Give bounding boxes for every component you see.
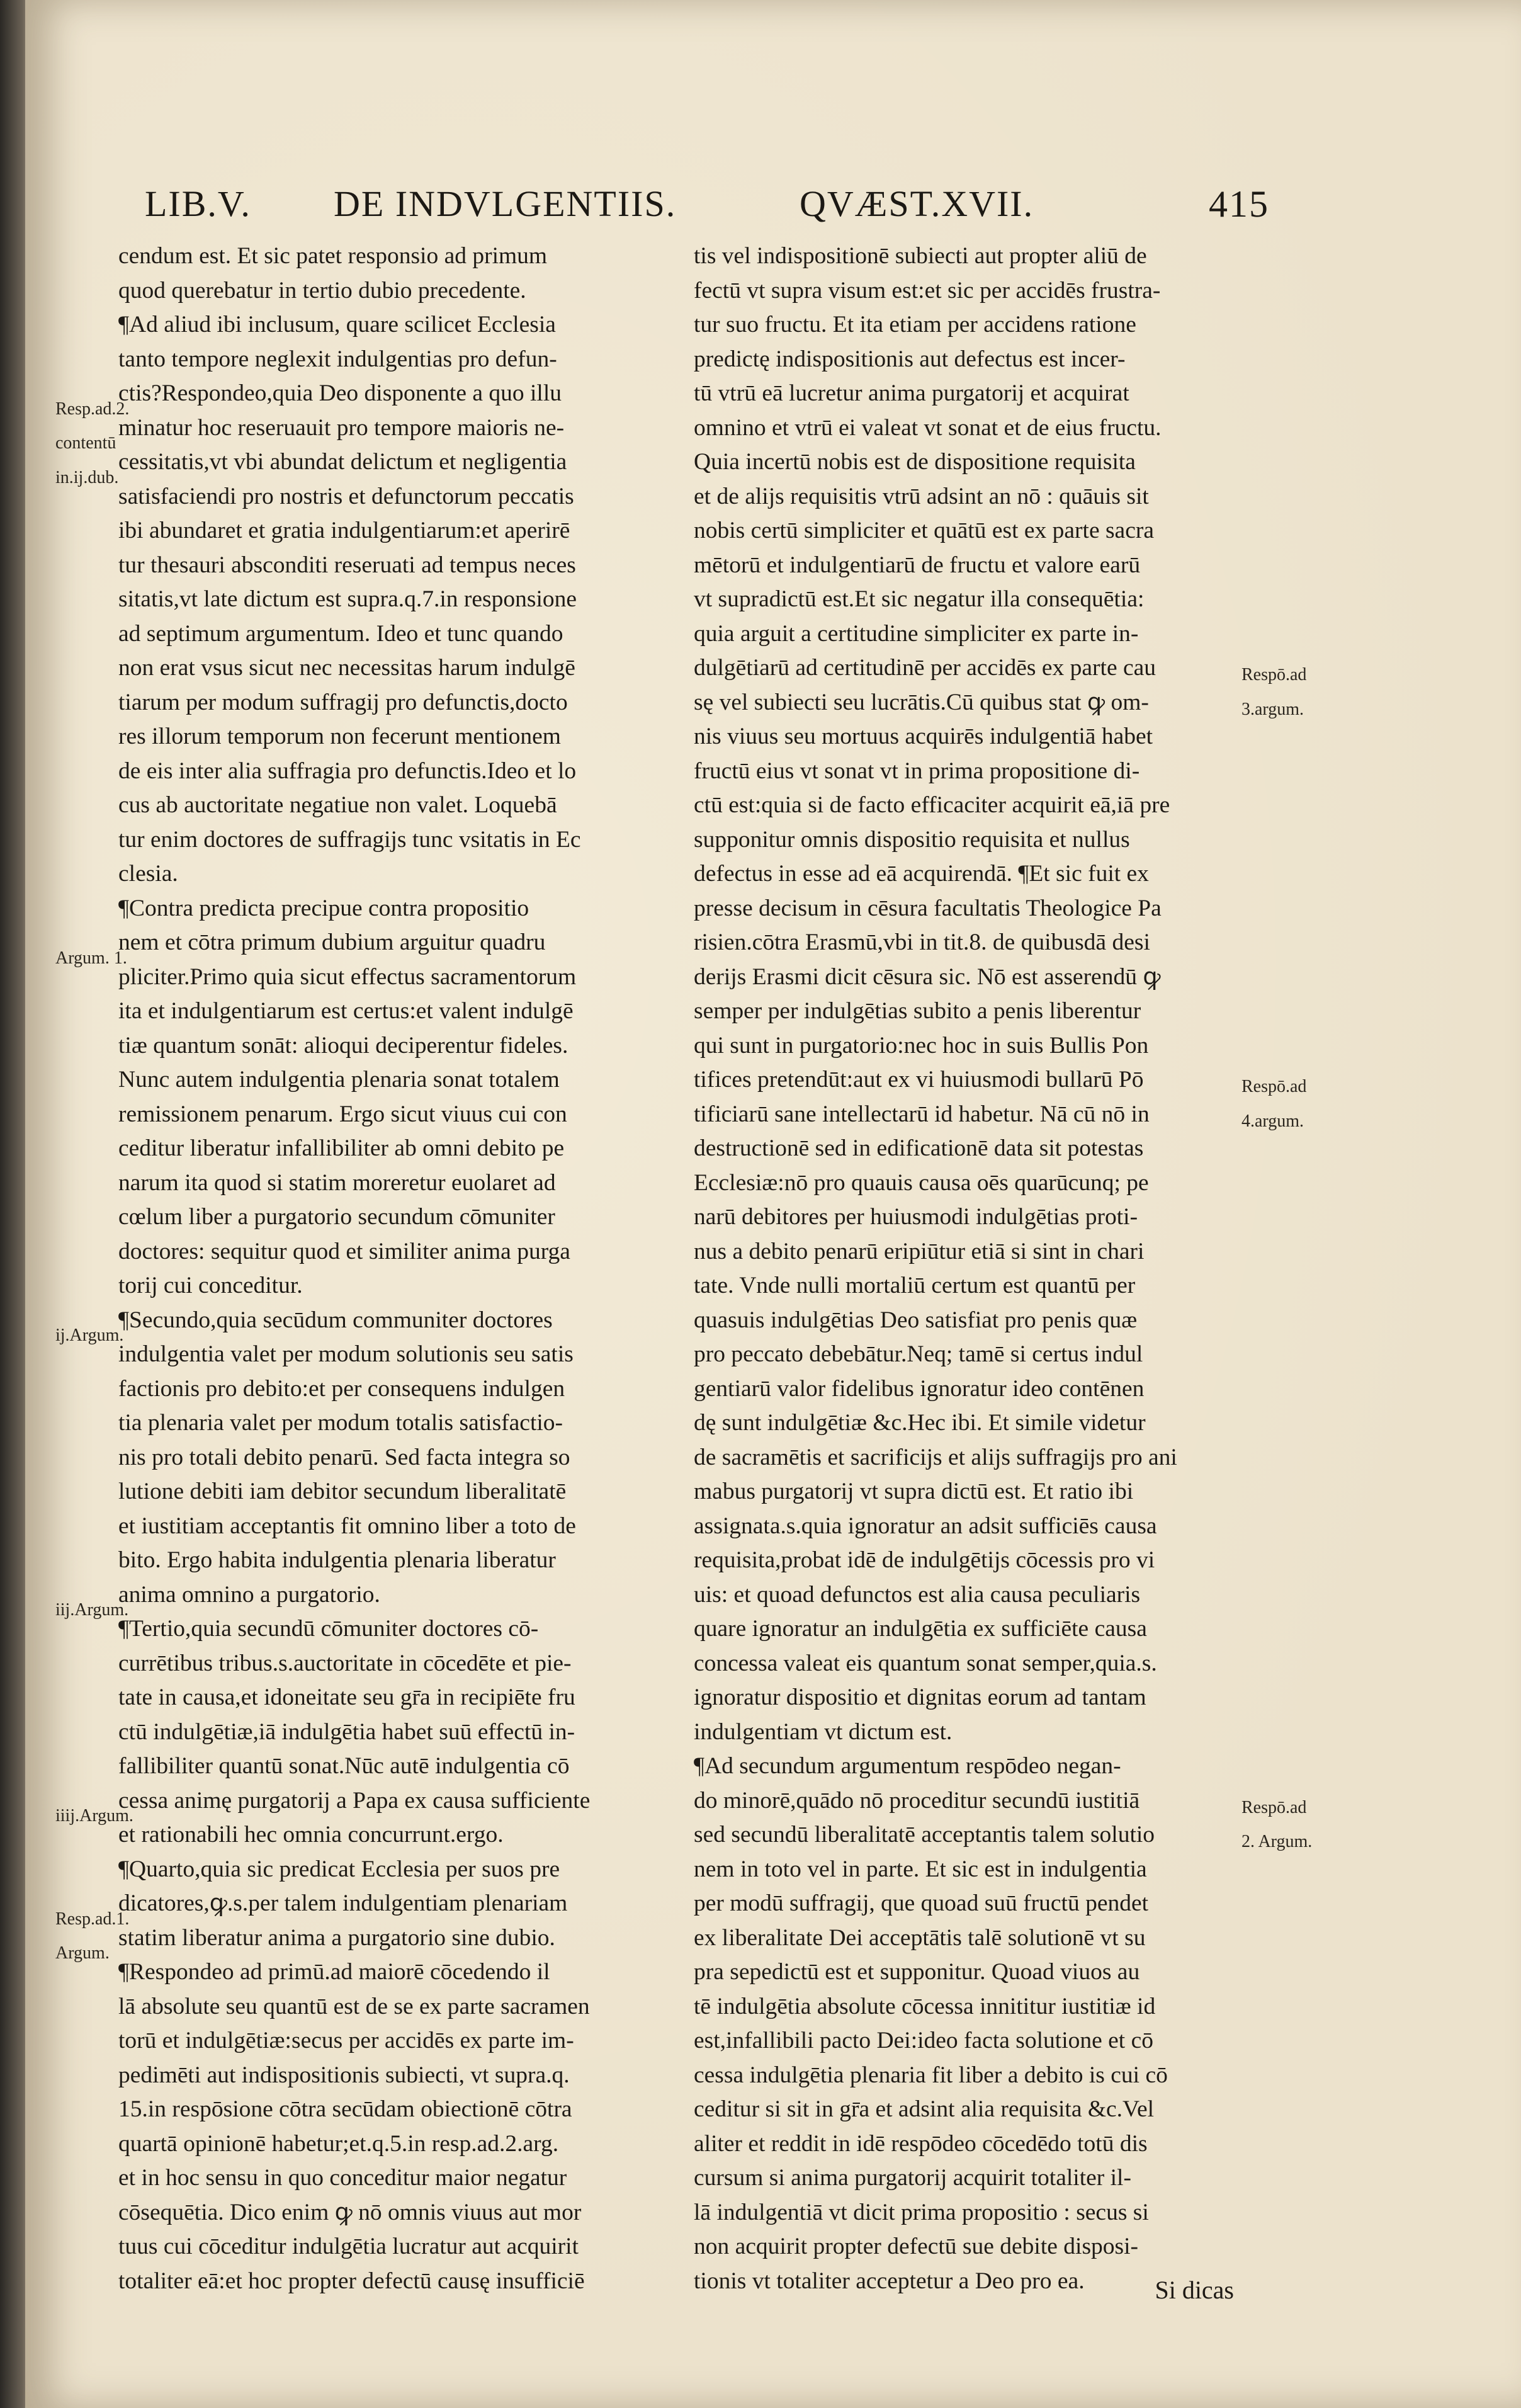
- text-line: ita et indulgentiarum est certus:et valent indulgē: [118, 998, 574, 1024]
- text-line: mabus purgatorij vt supra dictū est. Et ratio ibi: [694, 1479, 1134, 1504]
- text-line: narum ita quod si statim moreretur euolaret ad: [118, 1169, 556, 1196]
- left-text-column: [118, 239, 655, 2298]
- header-quaestio: QVÆST.XVII.: [800, 183, 1034, 224]
- margin-note: in.ij.dub.: [55, 467, 119, 487]
- text-line: res illorum temporum non fecerunt mentionem: [118, 724, 561, 749]
- text-line: per modū suffragij, que quoad suū fructū pendet: [694, 1890, 1149, 1916]
- text-line: aliter et reddit in idē respōdeo cōcedēdo totū dis: [694, 2130, 1148, 2157]
- text-line: gentiarū valor fidelibus ignoratur ideo contēnen: [694, 1375, 1145, 1402]
- text-line: cendum est. Et sic patet responsio ad primum: [118, 243, 548, 269]
- text-line: assignata.s.quia ignoratur an adsit sufficiēs causa: [694, 1513, 1157, 1539]
- header-book: LIB.V.: [145, 183, 251, 224]
- margin-note: Respō.ad: [1241, 1077, 1307, 1096]
- text-line: cursum si anima purgatorij acquirit totaliter il-: [694, 2165, 1131, 2191]
- text-line: tionis vt totaliter acceptetur a Deo pro ea.: [694, 2268, 1085, 2294]
- text-line: ¶Ad secundum argumentum respōdeo negan-: [694, 1753, 1121, 1779]
- text-line: quartā opinionē habetur;et.q.5.in resp.ad.2.arg.: [118, 2130, 559, 2157]
- margin-note: contentū: [55, 433, 116, 453]
- text-line: mētorū et indulgentiarū de fructu et valore earū: [694, 552, 1141, 578]
- text-line: ctis?Respondeo,quia Deo disponente a quo illu: [118, 380, 562, 406]
- text-line: nem in toto vel in parte. Et sic est in indulgentia: [694, 1856, 1147, 1882]
- text-line: nobis certū simpliciter et quātū est ex parte sacra: [694, 518, 1154, 543]
- text-line: semper per indulgētias subito a penis liberentur: [694, 998, 1141, 1024]
- text-line: doctores: sequitur quod et similiter anima purga: [118, 1238, 570, 1264]
- text-line: risien.cōtra Erasmū,vbi in tit.8. de quibusdā desi: [694, 929, 1150, 955]
- margin-note: Argum.: [55, 1943, 110, 1963]
- text-line: satisfaciendi pro nostris et defunctorum peccatis: [118, 483, 574, 509]
- text-line: factionis pro debito:et per consequens indulgen: [118, 1375, 565, 1402]
- text-line: Ecclesiæ:nō pro quauis causa oēs quarūcunq; pe: [694, 1169, 1149, 1196]
- text-line: tiæ quantum sonāt: alioqui deciperentur fideles.: [118, 1032, 568, 1059]
- text-line: anima omnino a purgatorio.: [118, 1581, 380, 1608]
- text-line: ad septimum argumentum. Ideo et tunc quando: [118, 620, 563, 647]
- margin-note: Resp.ad.2.: [55, 399, 130, 419]
- margin-note: 2. Argum.: [1241, 1832, 1313, 1851]
- text-line: Nunc autem indulgentia plenaria sonat totalem: [118, 1067, 560, 1093]
- text-line: nem et cōtra primum dubium arguitur quadru: [118, 929, 546, 955]
- text-line: quare ignoratur an indulgētia ex sufficiēte causa: [694, 1616, 1147, 1642]
- text-line: tiarum per modum suffragij pro defunctis,docto: [118, 689, 568, 715]
- text-line: cœlum liber a purgatorio secundum cōmuniter: [118, 1204, 555, 1230]
- margin-note: 3.argum.: [1241, 699, 1304, 719]
- text-line: ctū est:quia si de facto efficaciter acquirit eā,iā pre: [694, 792, 1170, 818]
- text-line: torij cui conceditur.: [118, 1273, 303, 1298]
- text-line: statim liberatur anima a purgatorio sine dubio.: [118, 1924, 555, 1951]
- text-line: lā indulgentiā vt dicit prima propositio : secus si: [694, 2199, 1149, 2225]
- text-line: tū vtrū eā lucretur anima purgatorij et acquirat: [694, 380, 1129, 406]
- text-line: cessa animę purgatorij a Papa ex causa sufficiente: [118, 1787, 591, 1814]
- text-line: ¶Tertio,quia secundū cōmuniter doctores cō-: [118, 1616, 539, 1642]
- text-line: de sacramētis et sacrificijs et alijs suffragijs pro ani: [694, 1444, 1177, 1470]
- text-line: derijs Erasmi dicit cēsura sic. Nō est asserendū ꝙ: [694, 963, 1161, 990]
- text-line: et iustitiam acceptantis fit omnino liber a toto de: [118, 1513, 576, 1539]
- text-line: cōsequētia. Dico enim ꝙ nō omnis viuus aut mor: [118, 2199, 582, 2225]
- header-title: DE INDVLGENTIIS.: [334, 183, 677, 224]
- text-line: fallibiliter quantū sonat.Nūc autē indulgentia cō: [118, 1753, 570, 1779]
- margin-note: Respō.ad: [1241, 1797, 1307, 1817]
- text-line: dę sunt indulgētiæ &c.Hec ibi. Et simile videtur: [694, 1410, 1146, 1436]
- margin-note: Respō.ad: [1241, 665, 1307, 684]
- text-line: vt supradictū est.Et sic negatur illa consequētia:: [694, 586, 1145, 612]
- text-line: quasuis indulgētias Deo satisfiat pro penis quæ: [694, 1307, 1138, 1333]
- text-line: non acquirit propter defectū sue debite disposi-: [694, 2234, 1139, 2259]
- text-line: cessitatis,vt vbi abundat delictum et negligentia: [118, 449, 567, 475]
- text-line: pliciter.Primo quia sicut effectus sacramentorum: [118, 963, 577, 990]
- text-line: ¶Respondeo ad primū.ad maiorē cōcedendo il: [118, 1959, 550, 1985]
- text-line: quia arguit a certitudine simpliciter ex parte in-: [694, 620, 1139, 647]
- text-line: sę vel subiecti seu lucrātis.Cū quibus stat ꝙ om-: [694, 689, 1149, 715]
- margin-note: Argum. 1.: [55, 948, 127, 968]
- catchword: Si dicas: [1155, 2276, 1234, 2304]
- text-line: quod querebatur in tertio dubio precedente.: [118, 277, 526, 304]
- text-line: destructionē sed in edificationē data sit potestas: [694, 1135, 1144, 1161]
- text-line: omnino et vtrū ei valeat vt sonat et de eius fructu.: [694, 414, 1162, 441]
- text-line: tur enim doctores de suffragijs tunc vsitatis in Ec: [118, 826, 581, 853]
- text-line: ceditur si sit in gr̄a et adsint alia requisita &c.Vel: [694, 2096, 1155, 2122]
- text-line: de eis inter alia suffragia pro defunctis.Ideo et lo: [118, 758, 577, 784]
- text-line: do minorē,quādo nō proceditur secundū iustitiā: [694, 1787, 1140, 1814]
- text-line: et in hoc sensu in quo conceditur maior negatur: [118, 2165, 567, 2191]
- text-line: dicatores,ꝙ.s.per talem indulgentiam plenariam: [118, 1890, 568, 1916]
- text-line: nus a debito penarū eripiūtur etiā si sint in chari: [694, 1238, 1145, 1264]
- text-line: ¶Ad aliud ibi inclusum, quare scilicet Ecclesia: [118, 312, 556, 338]
- text-line: supponitur omnis dispositio requisita et nullus: [694, 826, 1130, 853]
- text-line: nis pro totali debito penarū. Sed facta integra so: [118, 1444, 570, 1470]
- text-line: tia plenaria valet per modum totalis satisfactio-: [118, 1410, 563, 1436]
- text-line: tate in causa,et idoneitate seu gr̄a in recipiēte fru: [118, 1684, 575, 1710]
- margin-note: iij.Argum.: [55, 1600, 129, 1620]
- text-line: tē indulgētia absolute cōcessa innititur iustitiæ id: [694, 1993, 1156, 2019]
- text-line: sed secundū liberalitatē acceptantis talem solutio: [694, 1822, 1155, 1848]
- text-line: ¶Contra predicta precipue contra propositio: [118, 895, 529, 921]
- text-line: currētibus tribus.s.auctoritate in cōcedēte et pie-: [118, 1650, 572, 1676]
- page-number: 415: [1209, 183, 1269, 225]
- text-line: indulgentia valet per modum solutionis seu satis: [118, 1341, 574, 1367]
- text-line: fructū eius vt sonat vt in prima propositione di-: [694, 758, 1140, 784]
- margin-note: ij.Argum.: [55, 1326, 124, 1345]
- text-line: dulgētiarū ad certitudinē per accidēs ex parte cau: [694, 655, 1156, 681]
- text-line: sitatis,vt late dictum est supra.q.7.in responsione: [118, 586, 577, 612]
- text-line: et rationabili hec omnia concurrunt.ergo.: [118, 1822, 504, 1848]
- text-line: pedimēti aut indispositionis subiecti, vt supra.q.: [118, 2062, 570, 2088]
- text-line: nis viuus seu mortuus acquirēs indulgentiā habet: [694, 724, 1153, 749]
- text-line: ¶Quarto,quia sic predicat Ecclesia per suos pre: [118, 1856, 560, 1882]
- text-line: fectū vt supra visum est:et sic per accidēs frustra-: [694, 277, 1161, 304]
- text-line: lā absolute seu quantū est de se ex parte sacramen: [118, 1993, 590, 2019]
- text-line: tificiarū sane intellectarū id habetur. Nā cū nō in: [694, 1101, 1150, 1127]
- text-line: tuus cui cōceditur indulgētia lucratur aut acquirit: [118, 2234, 579, 2259]
- text-line: ceditur liberatur infallibiliter ab omni debito pe: [118, 1135, 565, 1161]
- text-line: et de alijs requisitis vtrū adsint an nō : quāuis sit: [694, 483, 1149, 509]
- text-line: torū et indulgētiæ:secus per accidēs ex parte im-: [118, 2028, 574, 2053]
- text-line: tifices pretendūt:aut ex vi huiusmodi bullarū Pō: [694, 1067, 1144, 1093]
- text-line: tis vel indispositionē subiecti aut propter aliū de: [694, 243, 1147, 269]
- text-line: ignoratur dispositio et dignitas eorum ad tantam: [694, 1684, 1146, 1710]
- text-line: predictę indispositionis aut defectus est incer-: [694, 346, 1126, 372]
- text-line: cus ab auctoritate negatiue non valet. Loquebā: [118, 792, 557, 818]
- text-line: minatur hoc reseruauit pro tempore maioris ne-: [118, 414, 565, 441]
- text-line: presse decisum in cēsura facultatis Theologice Pa: [694, 895, 1162, 921]
- text-line: remissionem penarum. Ergo sicut viuus cui con: [118, 1101, 567, 1127]
- text-line: ¶Secundo,quia secūdum communiter doctores: [118, 1307, 553, 1333]
- text-line: ibi abundaret et gratia indulgentiarum:et aperirē: [118, 518, 570, 543]
- text-line: ctū indulgētiæ,iā indulgētia habet suū effectū in-: [118, 1718, 575, 1745]
- text-line: lutione debiti iam debitor secundum liberalitatē: [118, 1479, 567, 1504]
- text-line: tur suo fructu. Et ita etiam per accidens ratione: [694, 312, 1136, 338]
- text-line: 15.in respōsione cōtra secūdam obiectionē cōtra: [118, 2096, 572, 2122]
- text-line: narū debitores per huiusmodi indulgētias proti-: [694, 1204, 1138, 1230]
- text-line: defectus in esse ad eā acquirendā. ¶Et sic fuit ex: [694, 861, 1149, 887]
- text-line: ex liberalitate Dei acceptātis talē solutionē vt su: [694, 1924, 1146, 1951]
- text-line: pro peccato debebātur.Neq; tamē si certus indul: [694, 1341, 1143, 1367]
- margin-note: iiij.Argum.: [55, 1806, 133, 1826]
- text-line: est,infallibili pacto Dei:ideo facta solutione et cō: [694, 2028, 1153, 2053]
- text-line: indulgentiam vt dictum est.: [694, 1718, 953, 1745]
- right-text-column: [694, 239, 1234, 2333]
- text-line: totaliter eā:et hoc propter defectū causę insufficiē: [118, 2268, 585, 2294]
- running-header: [145, 183, 1269, 239]
- margin-note: 4.argum.: [1241, 1111, 1304, 1131]
- text-line: uis: et quoad defunctos est alia causa peculiaris: [694, 1581, 1141, 1608]
- text-line: non erat vsus sicut nec necessitas harum indulgē: [118, 655, 575, 681]
- margin-note: Resp.ad.1.: [55, 1909, 130, 1929]
- text-line: concessa valeat eis quantum sonat semper,quia.s.: [694, 1650, 1157, 1676]
- text-line: tur thesauri absconditi reseruati ad tempus neces: [118, 552, 576, 578]
- text-line: cessa indulgētia plenaria fit liber a debito is cui cō: [694, 2062, 1168, 2088]
- text-line: requisita,probat idē de indulgētijs cōcessis pro vi: [694, 1547, 1155, 1573]
- text-line: qui sunt in purgatorio:nec hoc in suis Bullis Pon: [694, 1032, 1149, 1059]
- text-line: pra sepedictū est et supponitur. Quoad viuos au: [694, 1959, 1140, 1985]
- text-line: bito. Ergo habita indulgentia plenaria liberatur: [118, 1547, 556, 1573]
- text-line: tanto tempore neglexit indulgentias pro defun-: [118, 346, 557, 372]
- text-line: Quia incertū nobis est de dispositione requisita: [694, 449, 1136, 475]
- text-line: tate. Vnde nulli mortaliū certum est quantū per: [694, 1273, 1136, 1298]
- book-page: [25, 0, 1521, 2408]
- text-line: clesia.: [118, 861, 178, 887]
